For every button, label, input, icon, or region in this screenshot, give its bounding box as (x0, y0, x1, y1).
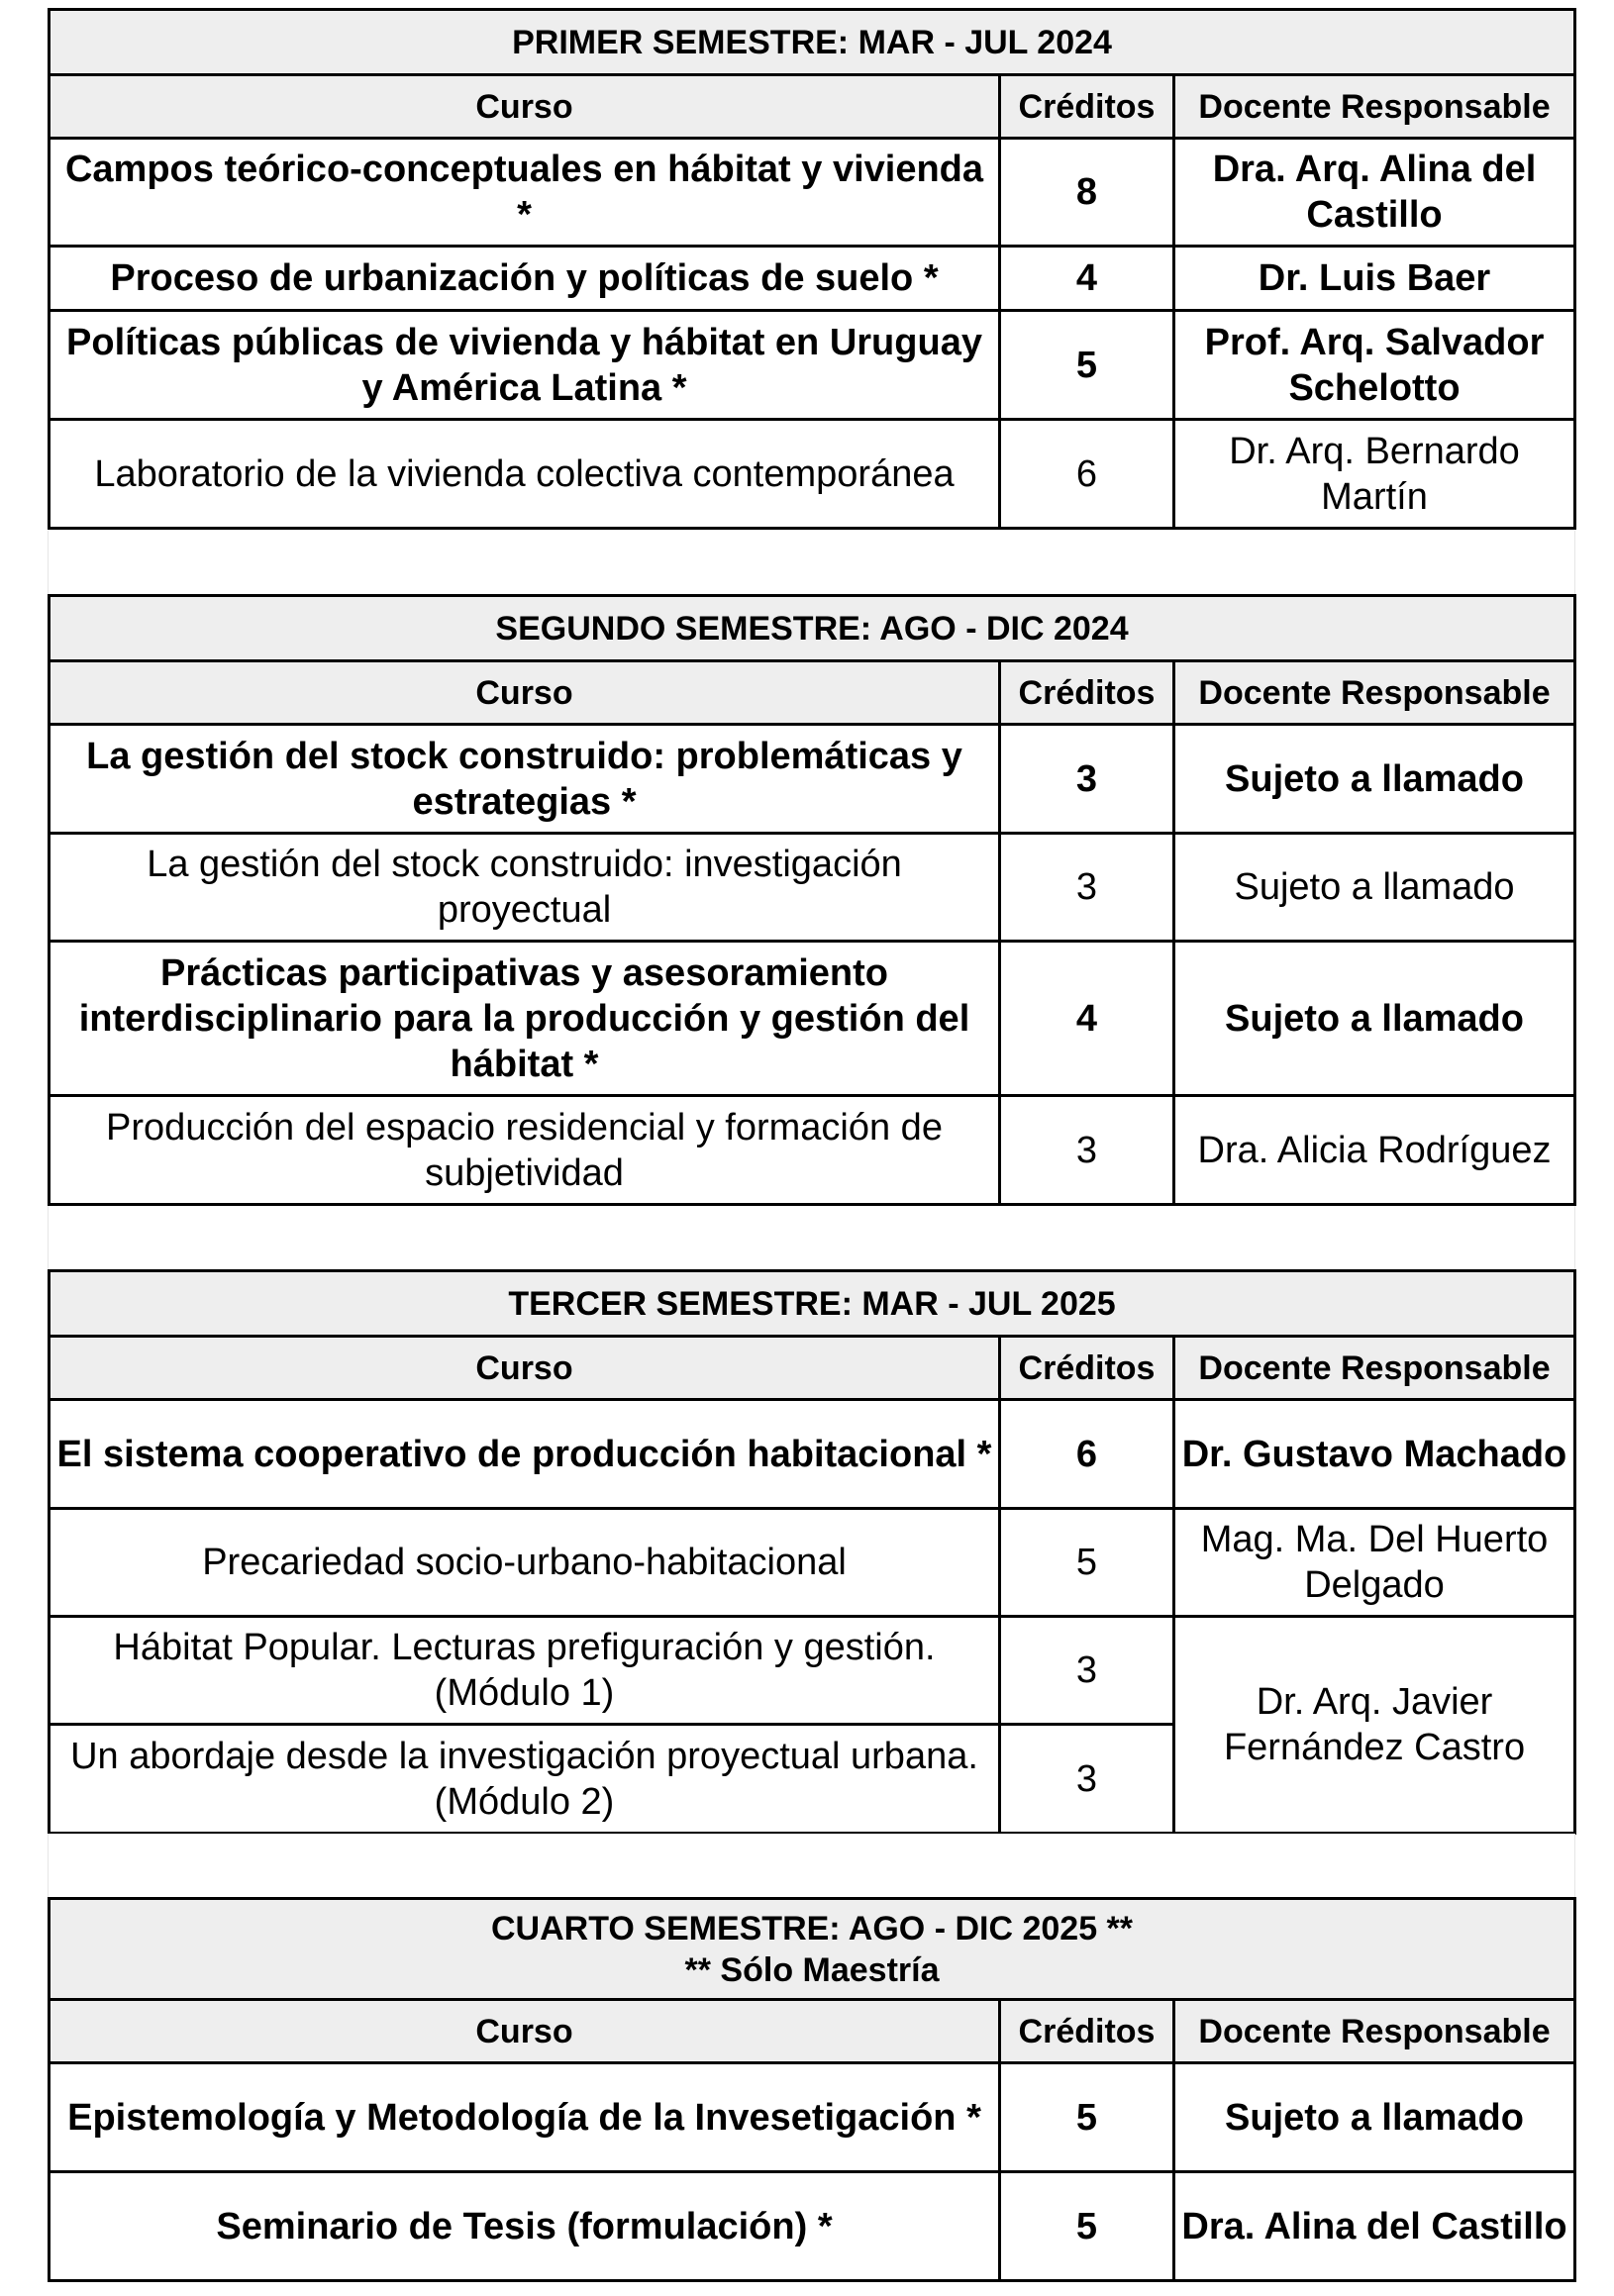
table-row (50, 834, 1575, 942)
course-credits: 5 (1000, 2172, 1174, 2281)
semester-2-title: SEGUNDO SEMESTRE: AGO - DIC 2024 (50, 596, 1575, 661)
header-curso: Curso (50, 2000, 1000, 2063)
table-row (50, 247, 1575, 311)
semester-4-table (48, 1897, 1573, 2282)
header-docente: Docente Responsable (1174, 2000, 1575, 2063)
course-teacher: Dr. Arq. Bernardo Martín (1174, 420, 1575, 529)
course-credits: 3 (1000, 1725, 1174, 1834)
course-teacher: Sujeto a llamado (1174, 725, 1575, 834)
course-teacher: Dr. Luis Baer (1174, 247, 1575, 311)
course-teacher: Dr. Arq. Javier Fernández Castro (1174, 1617, 1575, 1834)
header-docente: Docente Responsable (1174, 75, 1575, 139)
header-creditos: Créditos (1000, 2000, 1174, 2063)
course-credits: 3 (1000, 725, 1174, 834)
course-credits: 5 (1000, 1509, 1174, 1617)
course-name: Seminario de Tesis (formulación) * (50, 2172, 1000, 2281)
table-row (50, 725, 1575, 834)
course-credits: 8 (1000, 139, 1174, 247)
section-spacer (48, 1206, 1575, 1269)
course-teacher: Dra. Arq. Alina del Castillo (1174, 139, 1575, 247)
table-row (50, 2172, 1575, 2281)
header-docente: Docente Responsable (1174, 661, 1575, 725)
semester-4-title (50, 1899, 1575, 2000)
table-row (50, 420, 1575, 529)
course-credits: 3 (1000, 1096, 1174, 1205)
section-spacer (48, 1834, 1575, 1897)
course-credits: 4 (1000, 942, 1174, 1096)
table-row (50, 942, 1575, 1096)
course-name: Prácticas participativas y asesoramiento interdisciplinario para la producción y gestión del hábitat * (50, 942, 1000, 1096)
table-row (50, 2063, 1575, 2172)
header-curso: Curso (50, 1337, 1000, 1400)
table-row (50, 1096, 1575, 1205)
header-curso: Curso (50, 661, 1000, 725)
course-name: Proceso de urbanización y políticas de suelo * (50, 247, 1000, 311)
table-row (50, 1400, 1575, 1509)
course-teacher: Mag. Ma. Del Huerto Delgado (1174, 1509, 1575, 1617)
semester-2-table (48, 594, 1573, 1206)
course-name: Producción del espacio residencial y formación de subjetividad (50, 1096, 1000, 1205)
course-credits: 6 (1000, 420, 1174, 529)
course-credits: 3 (1000, 1617, 1174, 1725)
course-name: Precariedad socio-urbano-habitacional (50, 1509, 1000, 1617)
table-row (50, 1617, 1575, 1725)
course-name: Hábitat Popular. Lecturas prefiguración y gestión. (Módulo 1) (50, 1617, 1000, 1725)
course-teacher: Sujeto a llamado (1174, 942, 1575, 1096)
header-docente: Docente Responsable (1174, 1337, 1575, 1400)
semester-3-table (48, 1269, 1573, 1835)
course-teacher: Dr. Gustavo Machado (1174, 1400, 1575, 1509)
course-teacher: Sujeto a llamado (1174, 2063, 1575, 2172)
table-row (50, 1509, 1575, 1617)
semester-1-title: PRIMER SEMESTRE: MAR - JUL 2024 (50, 10, 1575, 75)
course-name: La gestión del stock construido: problemáticas y estrategias * (50, 725, 1000, 834)
course-name: Epistemología y Metodología de la Invesetigación * (50, 2063, 1000, 2172)
header-curso: Curso (50, 75, 1000, 139)
course-credits: 3 (1000, 834, 1174, 942)
course-name: Políticas públicas de vivienda y hábitat en Uruguay y América Latina * (50, 311, 1000, 420)
course-teacher: Dra. Alicia Rodríguez (1174, 1096, 1575, 1205)
course-teacher: Sujeto a llamado (1174, 834, 1575, 942)
course-teacher: Dra. Alina del Castillo (1174, 2172, 1575, 2281)
course-credits: 5 (1000, 311, 1174, 420)
header-creditos: Créditos (1000, 661, 1174, 725)
course-name: La gestión del stock construido: investigación proyectual (50, 834, 1000, 942)
semester-4-subtitle: ** Sólo Maestría (684, 1950, 940, 1989)
section-spacer (48, 531, 1575, 594)
semester-4-title-text: CUARTO SEMESTRE: AGO - DIC 2025 ** (491, 1909, 1134, 1947)
semester-3-title: TERCER SEMESTRE: MAR - JUL 2025 (50, 1271, 1575, 1337)
header-creditos: Créditos (1000, 1337, 1174, 1400)
semester-1-table (48, 8, 1573, 530)
course-name: El sistema cooperativo de producción habitacional * (50, 1400, 1000, 1509)
course-credits: 6 (1000, 1400, 1174, 1509)
course-teacher: Prof. Arq. Salvador Schelotto (1174, 311, 1575, 420)
course-credits: 4 (1000, 247, 1174, 311)
table-row (50, 139, 1575, 247)
table-row (50, 311, 1575, 420)
header-creditos: Créditos (1000, 75, 1174, 139)
course-name: Un abordaje desde la investigación proyectual urbana. (Módulo 2) (50, 1725, 1000, 1834)
course-credits: 5 (1000, 2063, 1174, 2172)
course-name: Laboratorio de la vivienda colectiva contemporánea (50, 420, 1000, 529)
course-name: Campos teórico-conceptuales en hábitat y vivienda * (50, 139, 1000, 247)
